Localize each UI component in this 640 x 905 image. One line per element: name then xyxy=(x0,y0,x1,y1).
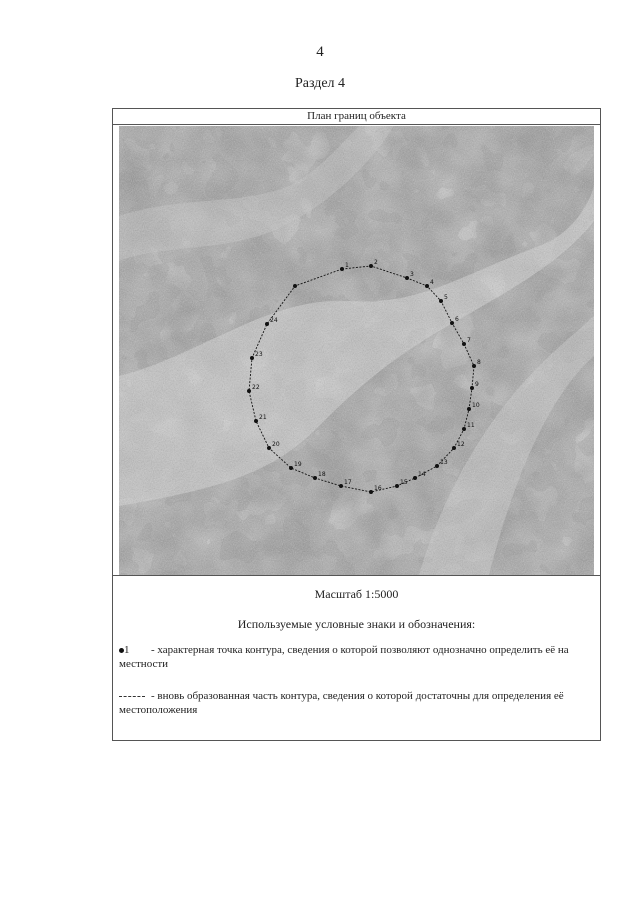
boundary-point xyxy=(452,446,456,450)
legend-point-marker: 1 xyxy=(124,644,130,656)
boundary-point xyxy=(267,446,271,450)
boundary-point xyxy=(462,342,466,346)
boundary-point-label: 21 xyxy=(259,414,267,421)
boundary-point-label: 2 xyxy=(374,259,378,266)
boundary-point xyxy=(470,386,474,390)
boundary-point-label: 17 xyxy=(344,479,352,486)
page-number: 4 xyxy=(316,44,324,60)
boundary-point xyxy=(413,476,417,480)
plan-title: План границ объекта xyxy=(113,109,600,125)
boundary-point xyxy=(425,284,429,288)
boundary-point xyxy=(439,299,443,303)
point-icon xyxy=(119,643,130,657)
boundary-point-label: 11 xyxy=(467,422,475,429)
map-image xyxy=(119,126,594,575)
boundary-point-label: 4 xyxy=(430,279,434,286)
boundary-point-label: 22 xyxy=(252,384,260,391)
legend-line-text: - вновь образованная часть контура, сведения о которой достаточны для определения её местоположения xyxy=(119,690,564,716)
section-title: Раздел 4 xyxy=(294,76,346,91)
boundary-point-label: 13 xyxy=(440,459,448,466)
boundary-point xyxy=(450,321,454,325)
boundary-point-label: 18 xyxy=(318,471,326,478)
boundary-point-label: 7 xyxy=(467,337,471,344)
boundary-point xyxy=(265,322,269,326)
boundary-point xyxy=(369,490,373,494)
boundary-point-label: 10 xyxy=(472,402,480,409)
boundary-point xyxy=(405,276,409,280)
aerial-map xyxy=(119,126,594,575)
boundary-point xyxy=(250,356,254,360)
boundary-point xyxy=(462,427,466,431)
boundary-point-label: 20 xyxy=(272,441,280,448)
boundary-point xyxy=(313,476,317,480)
boundary-point-label: 19 xyxy=(294,461,302,468)
boundary-point xyxy=(472,364,476,368)
map-scale: Масштаб 1:5000 xyxy=(314,587,399,601)
boundary-point-label: 5 xyxy=(444,294,448,301)
boundary-point xyxy=(293,284,297,288)
dashed-line-icon xyxy=(119,689,145,703)
boundary-point-label: 1 xyxy=(345,262,349,269)
boundary-point xyxy=(247,389,251,393)
boundary-point-label: 3 xyxy=(410,271,414,278)
boundary-point xyxy=(254,419,258,423)
boundary-point-label: 15 xyxy=(400,479,408,486)
legend-title: Используемые условные знаки и обозначения: xyxy=(237,617,476,631)
map-border xyxy=(113,575,600,576)
boundary-point xyxy=(435,464,439,468)
boundary-point xyxy=(339,484,343,488)
legend-point-text: - характерная точка контура, сведения о которой позволяют однозначно определить её на местности xyxy=(119,644,569,670)
legend-item-line xyxy=(119,689,599,717)
boundary-point-label: 23 xyxy=(255,351,263,358)
boundary-point xyxy=(395,484,399,488)
plan-frame xyxy=(112,108,601,741)
boundary-point-label: 24 xyxy=(270,317,278,324)
boundary-point xyxy=(340,267,344,271)
boundary-point xyxy=(467,407,471,411)
boundary-point-label: 8 xyxy=(477,359,481,366)
boundary-point xyxy=(289,466,293,470)
boundary-point xyxy=(369,264,373,268)
boundary-point-label: 9 xyxy=(475,381,479,388)
boundary-point-label: 16 xyxy=(374,485,382,492)
boundary-point-label: 14 xyxy=(418,471,426,478)
boundary-point-label: 12 xyxy=(457,441,465,448)
boundary-point-label: 6 xyxy=(455,316,459,323)
legend-item-point xyxy=(119,643,599,671)
